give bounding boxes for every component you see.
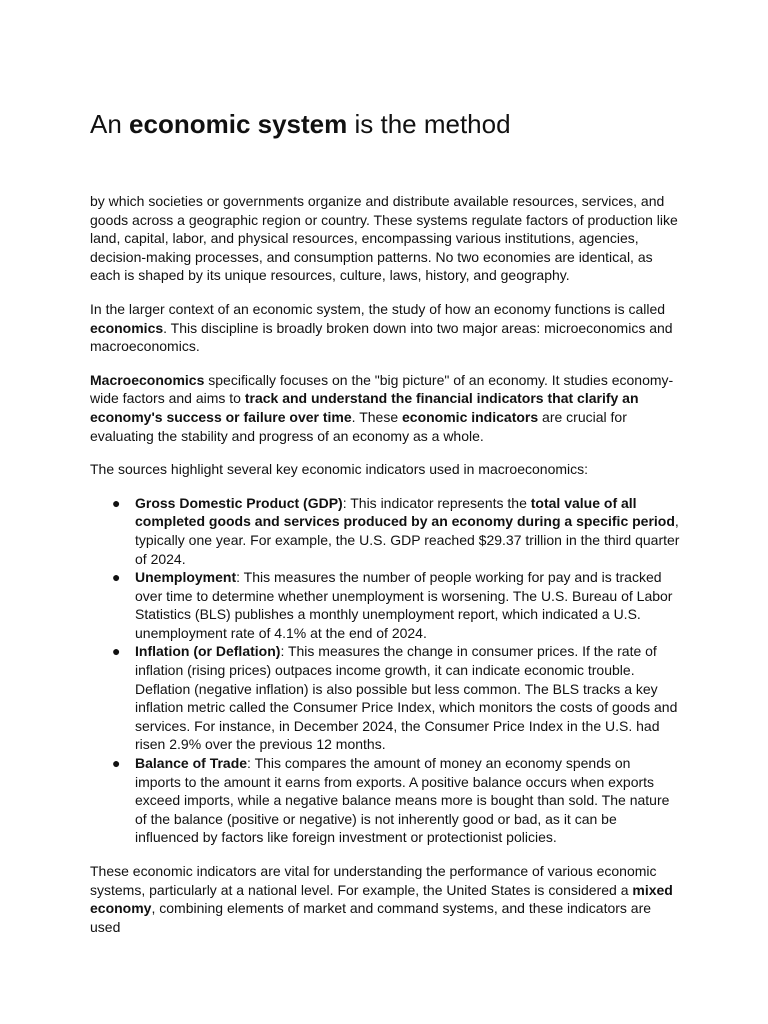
mixed-economy-term: mixed economy [90, 881, 673, 917]
bullet-icon: ● [112, 569, 121, 586]
intro-paragraph [90, 192, 680, 285]
bullet-icon: ● [112, 643, 121, 660]
indicator-term: Unemployment [135, 569, 237, 586]
indicator-bold-phrase: total value of all completed goods and services produced by an economy during a specific period [135, 494, 675, 530]
list-item-gdp [112, 494, 680, 568]
indicator-text: : This compares the amount of money an economy spends on imports to the amount it earns from exports. A positive balance occurs when exports exceed imports, while a negative balance means more is bought than sold. The nature of the balance (positive or negative) is not inherently good or bad, as it can be influenced by factors like foreign investment or protectionist policies. [135, 755, 670, 846]
macroeconomics-paragraph [90, 371, 680, 445]
bullet-icon: ● [112, 494, 121, 511]
economics-paragraph [90, 300, 680, 356]
list-item-inflation [112, 642, 680, 754]
economics-term: economics [90, 319, 164, 336]
sources-paragraph [90, 460, 680, 479]
bullet-icon: ● [112, 755, 121, 772]
indicators-list [90, 494, 680, 847]
title-suffix: is the method [347, 109, 511, 139]
indicator-term: Inflation (or Deflation) [135, 643, 281, 660]
indicator-text: : This indicator represents the [342, 494, 531, 511]
closing-paragraph [90, 862, 680, 936]
title-prefix: An [90, 109, 130, 139]
closing-text-1: These economic indicators are vital for understanding the performance of various economic systems, particularly at a national level. For example, the United States is considered a [90, 863, 657, 898]
economics-text-2: . This discipline is broadly broken down into two major areas: microeconomics and macroeconomics. [90, 319, 673, 355]
indicator-term: Gross Domestic Product (GDP) [135, 494, 343, 511]
macro-text-1: specifically focuses on the "big picture" of an economy. It studies economy-wide factors and aims to [90, 371, 674, 407]
macro-text-3: are crucial for evaluating the stability and progress of an economy as a whole. [90, 408, 627, 444]
indicator-term: Balance of Trade [135, 755, 248, 772]
economic-indicators-term: economic indicators [402, 408, 539, 425]
indicator-text: : This measures the change in consumer prices. If the rate of inflation (rising prices) outpaces income growth, it can indicate economic trouble. Deflation (negative inflation) is also possible but less common. The BLS tracks a key inflation metric called the Consumer Price Index, which monitors the costs of goods and services. For instance, in December 2024, the Consumer Price Index in the U.S. had risen 2.9% over the previous 12 months. [135, 643, 678, 753]
macro-bold-phrase: track and understand the financial indicators that clarify an economy's success or failure over time [90, 390, 639, 425]
list-item-balance-of-trade [112, 754, 680, 847]
indicator-text-2: , typically one year. For example, the U.S. GDP reached $29.37 trillion in the third quarter of 2024. [135, 513, 680, 567]
sources-text: The sources highlight several key economic indicators used in macroeconomics: [90, 461, 589, 478]
list-item-unemployment [112, 568, 680, 642]
closing-text-2: , combining elements of market and command systems, and these indicators are used [90, 900, 652, 935]
page-title [90, 106, 511, 142]
economics-text-1: In the larger context of an economic system, the study of how an economy functions is called [90, 300, 666, 317]
indicator-text: : This measures the number of people working for pay and is tracked over time to determine whether unemployment is worsening. The U.S. Bureau of Labor Statistics (BLS) publishes a monthly unemployment report, which indicated a U.S. unemployment rate of 4.1% at the end of 2024. [135, 569, 673, 641]
macroeconomics-term: Macroeconomics [90, 371, 205, 388]
document-body [90, 192, 680, 951]
intro-text: by which societies or governments organize and distribute available resources, services, and goods across a geographic region or country. These systems regulate factors of production like land, capital, labor, and physical resources, encompassing various institutions, agencies, decision-making processes, and consumption patterns. No two economies are identical, as each is shaped by its unique resources, culture, laws, history, and geography. [90, 193, 678, 284]
title-bold-term: economic system [129, 109, 348, 139]
macro-text-2: . These [351, 408, 402, 425]
